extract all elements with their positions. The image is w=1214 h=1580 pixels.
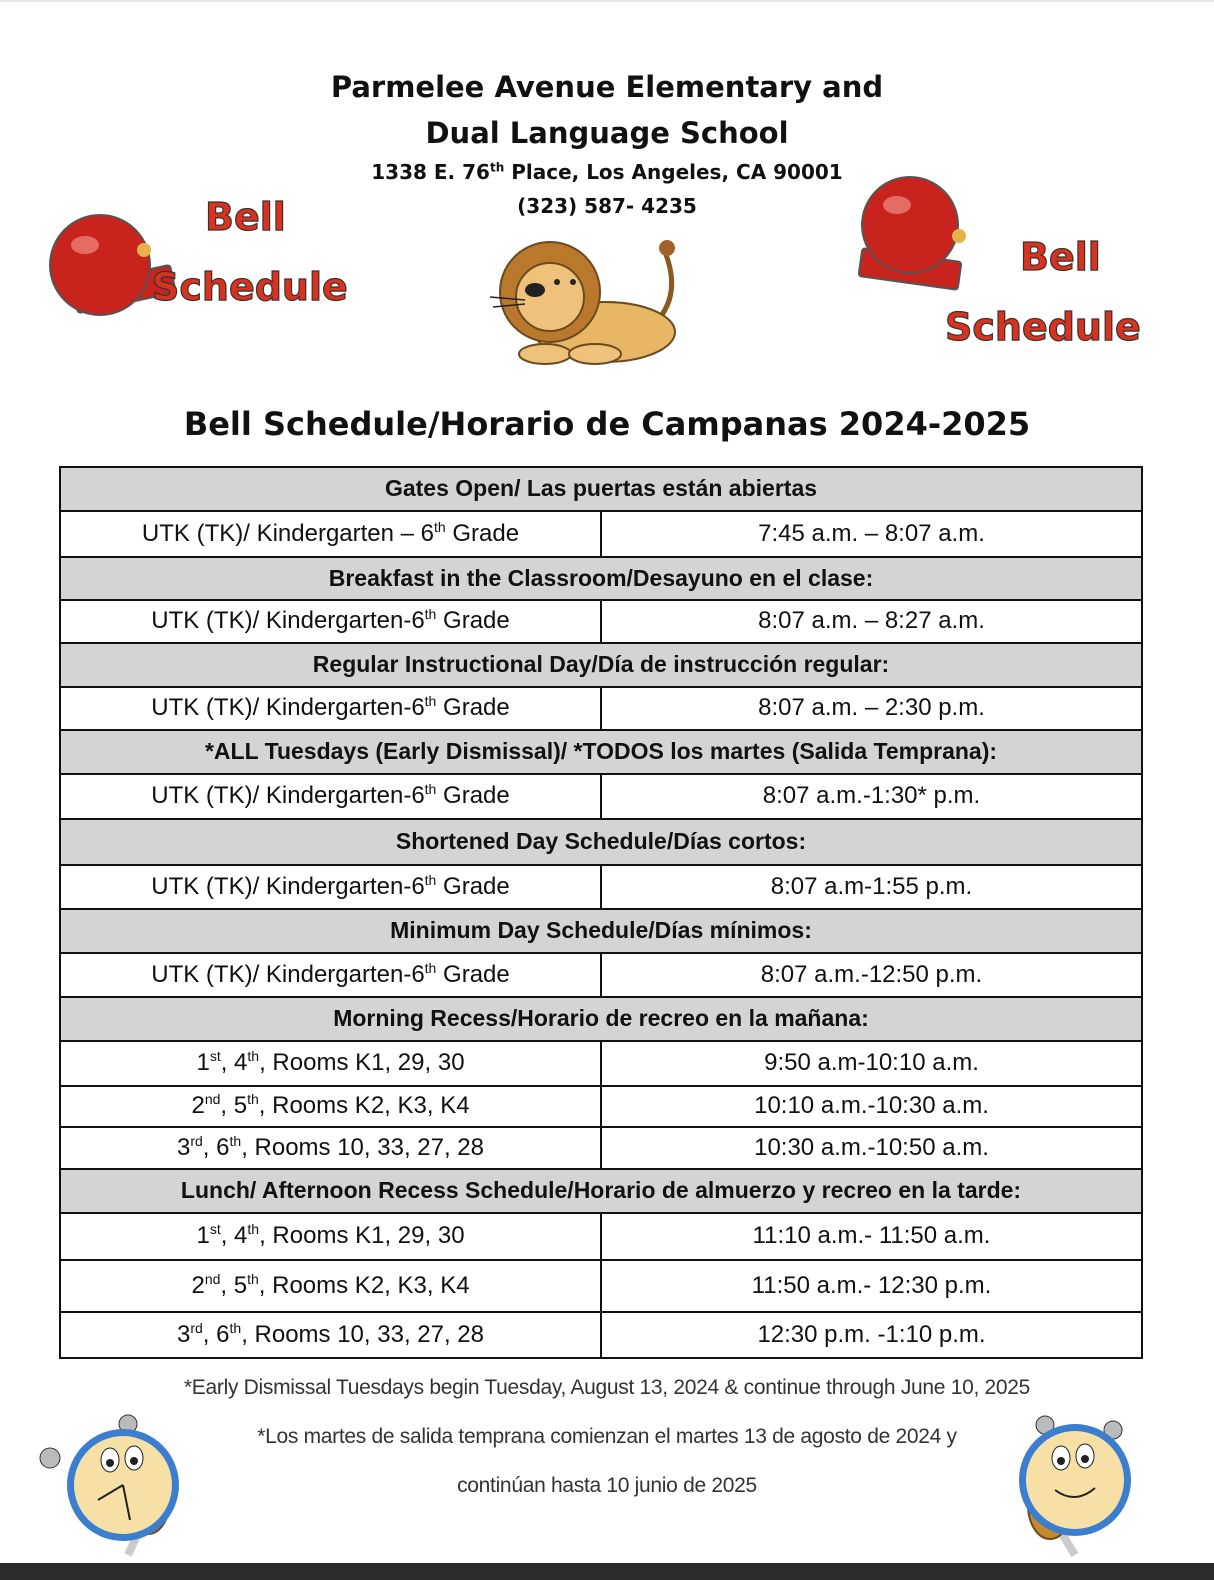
table-row bbox=[60, 1127, 1142, 1169]
grade-text: UTK (TK)/ Kindergarten-6 bbox=[151, 960, 425, 988]
lion-mascot-image bbox=[485, 232, 695, 372]
grade-text: UTK (TK)/ Kindergarten-6 bbox=[151, 607, 425, 635]
address-text: Place, Los Angeles, CA 90001 bbox=[504, 160, 843, 184]
grade-text: , Rooms 10, 33, 27, 28 bbox=[241, 1320, 484, 1348]
ordinal-suffix: nd bbox=[204, 1091, 221, 1108]
logo-schedule-text: Schedule bbox=[945, 305, 1141, 349]
ordinal-suffix: th bbox=[424, 781, 437, 798]
grade-cell bbox=[60, 1312, 601, 1358]
table-row bbox=[60, 511, 1142, 557]
section-header-row bbox=[60, 909, 1142, 953]
grade-text: , bbox=[202, 1133, 217, 1161]
ordinal-suffix: th bbox=[434, 518, 446, 535]
logo-bell-text: Bell bbox=[205, 195, 286, 239]
footnote-english: *Early Dismissal Tuesdays begin Tuesday, August 13, 2024 & continue through June 10, 2025 bbox=[183, 1376, 1031, 1399]
bell-schedule-logo-left bbox=[40, 180, 380, 350]
grade-cell bbox=[60, 865, 601, 909]
grade-text: 5 bbox=[233, 1271, 248, 1299]
grade-cell bbox=[60, 511, 601, 557]
grade-text: Grade bbox=[436, 960, 510, 988]
grade-text: Grade bbox=[436, 872, 510, 900]
section-header-row bbox=[60, 557, 1142, 600]
grade-cell bbox=[60, 1260, 601, 1312]
time-cell: 8:07 a.m.-1:30* p.m. bbox=[601, 774, 1142, 819]
table-row bbox=[60, 1213, 1142, 1260]
grade-text: 2 bbox=[191, 1271, 205, 1299]
ordinal-suffix: nd bbox=[204, 1270, 221, 1287]
grade-text: , Rooms K2, K3, K4 bbox=[258, 1092, 470, 1120]
ordinal-suffix: th bbox=[229, 1319, 242, 1336]
logo-bell-text: Bell bbox=[1020, 235, 1101, 279]
footnote-spanish-line-1: *Los martes de salida temprana comienzan el martes 13 de agosto de 2024 y bbox=[257, 1425, 957, 1448]
time-cell: 11:50 a.m.- 12:30 p.m. bbox=[601, 1260, 1142, 1312]
section-header-row bbox=[60, 997, 1142, 1041]
grade-text: 5 bbox=[233, 1092, 248, 1120]
school-name-line-1: Parmelee Avenue Elementary and bbox=[330, 70, 884, 104]
grade-text: , Rooms K1, 29, 30 bbox=[259, 1049, 465, 1077]
ordinal-suffix: th bbox=[247, 1221, 260, 1238]
grade-text: 6 bbox=[216, 1320, 230, 1348]
grade-text: 3 bbox=[176, 1320, 191, 1348]
ordinal-suffix: th bbox=[424, 606, 437, 623]
ordinal-suffix: th bbox=[424, 959, 437, 976]
grade-text: UTK (TK)/ Kindergarten-6 bbox=[151, 694, 425, 722]
grade-text: , bbox=[220, 1092, 234, 1120]
grade-text: UTK (TK)/ Kindergarten-6 bbox=[151, 872, 425, 900]
grade-text: 6 bbox=[216, 1133, 230, 1161]
time-cell: 8:07 a.m.-12:50 p.m. bbox=[601, 953, 1142, 997]
ordinal-suffix: th bbox=[247, 1270, 259, 1287]
grade-cell bbox=[60, 1213, 601, 1260]
logo-schedule-text: Schedule bbox=[152, 265, 348, 309]
time-cell: 9:50 a.m-10:10 a.m. bbox=[601, 1041, 1142, 1086]
alarm-clock-right-image bbox=[995, 1410, 1155, 1560]
ordinal-suffix: st bbox=[209, 1221, 221, 1238]
time-cell: 10:30 a.m.-10:50 a.m. bbox=[601, 1127, 1142, 1169]
grade-text: , Rooms K2, K3, K4 bbox=[258, 1271, 470, 1299]
ordinal-suffix: th bbox=[247, 1048, 260, 1065]
grade-cell bbox=[60, 687, 601, 730]
grade-text: Grade bbox=[445, 519, 520, 547]
section-heading: Regular Instructional Day/Día de instrucción regular: bbox=[60, 643, 1142, 687]
ordinal-suffix: th bbox=[424, 693, 437, 710]
grade-text: UTK (TK)/ Kindergarten – 6 bbox=[141, 519, 435, 547]
table-row bbox=[60, 1041, 1142, 1086]
grade-text: Grade bbox=[436, 694, 510, 722]
section-header-row bbox=[60, 1169, 1142, 1213]
footnote-spanish-line-2: continúan hasta 10 junio de 2025 bbox=[457, 1474, 757, 1497]
grade-text: , bbox=[220, 1271, 234, 1299]
grade-text: , Rooms K1, 29, 30 bbox=[259, 1222, 465, 1250]
ordinal-suffix: st bbox=[209, 1048, 221, 1065]
time-cell: 11:10 a.m.- 11:50 a.m. bbox=[601, 1213, 1142, 1260]
ordinal-suffix: rd bbox=[190, 1132, 203, 1149]
grade-text: 1 bbox=[196, 1049, 210, 1077]
ordinal-suffix: rd bbox=[190, 1319, 203, 1336]
ordinal-suffix: th bbox=[247, 1091, 259, 1108]
grade-text: 3 bbox=[176, 1133, 191, 1161]
grade-cell bbox=[60, 774, 601, 819]
table-row bbox=[60, 1086, 1142, 1127]
grade-cell bbox=[60, 953, 601, 997]
section-header-row bbox=[60, 730, 1142, 774]
section-heading: Shortened Day Schedule/Días cortos: bbox=[60, 819, 1142, 865]
time-cell: 12:30 p.m. -1:10 p.m. bbox=[601, 1312, 1142, 1358]
section-header-row bbox=[60, 819, 1142, 865]
top-border bbox=[0, 0, 1214, 2]
table-row bbox=[60, 865, 1142, 909]
grade-text: 4 bbox=[234, 1222, 248, 1250]
ordinal-suffix: th bbox=[424, 871, 437, 888]
table-row bbox=[60, 953, 1142, 997]
bottom-bar bbox=[0, 1563, 1214, 1580]
grade-text: , bbox=[220, 1222, 235, 1250]
table-row bbox=[60, 774, 1142, 819]
address-text: 1338 E. 76 bbox=[371, 160, 490, 184]
grade-text: , Rooms 10, 33, 27, 28 bbox=[241, 1133, 484, 1161]
section-header-row bbox=[60, 643, 1142, 687]
table-row bbox=[60, 1260, 1142, 1312]
school-phone: (323) 587- 4235 bbox=[517, 194, 697, 218]
school-name-line-2: Dual Language School bbox=[425, 116, 789, 150]
grade-text: Grade bbox=[436, 607, 510, 635]
time-cell: 8:07 a.m-1:55 p.m. bbox=[601, 865, 1142, 909]
grade-cell bbox=[60, 1127, 601, 1169]
grade-text: UTK (TK)/ Kindergarten-6 bbox=[151, 782, 425, 810]
section-heading: *ALL Tuesdays (Early Dismissal)/ *TODOS los martes (Salida Temprana): bbox=[60, 730, 1142, 774]
section-heading: Gates Open/ Las puertas están abiertas bbox=[60, 467, 1142, 511]
section-heading: Breakfast in the Classroom/Desayuno en el clase: bbox=[60, 557, 1142, 600]
grade-cell bbox=[60, 1041, 601, 1086]
bell-schedule-table bbox=[59, 466, 1143, 1359]
time-cell: 8:07 a.m. – 2:30 p.m. bbox=[601, 687, 1142, 730]
time-cell: 7:45 a.m. – 8:07 a.m. bbox=[601, 511, 1142, 557]
address-sup: th bbox=[489, 160, 505, 175]
table-row bbox=[60, 687, 1142, 730]
section-heading: Lunch/ Afternoon Recess Schedule/Horario de almuerzo y recreo en la tarde: bbox=[60, 1169, 1142, 1213]
bell-schedule-logo-right bbox=[855, 170, 1175, 370]
grade-text: 2 bbox=[191, 1092, 205, 1120]
grade-cell bbox=[60, 600, 601, 643]
alarm-clock-left-image bbox=[38, 1410, 198, 1560]
section-heading: Morning Recess/Horario de recreo en la mañana: bbox=[60, 997, 1142, 1041]
section-header-row bbox=[60, 467, 1142, 511]
time-cell: 10:10 a.m.-10:30 a.m. bbox=[601, 1086, 1142, 1127]
table-row bbox=[60, 1312, 1142, 1358]
time-cell: 8:07 a.m. – 8:27 a.m. bbox=[601, 600, 1142, 643]
table-row bbox=[60, 600, 1142, 643]
grade-text: , bbox=[202, 1320, 217, 1348]
grade-text: , bbox=[220, 1049, 235, 1077]
grade-text: 4 bbox=[234, 1049, 248, 1077]
page-title: Bell Schedule/Horario de Campanas 2024-2025 bbox=[183, 405, 1031, 443]
grade-cell bbox=[60, 1086, 601, 1127]
ordinal-suffix: th bbox=[229, 1132, 242, 1149]
grade-text: Grade bbox=[436, 782, 510, 810]
grade-text: 1 bbox=[196, 1222, 210, 1250]
section-heading: Minimum Day Schedule/Días mínimos: bbox=[60, 909, 1142, 953]
